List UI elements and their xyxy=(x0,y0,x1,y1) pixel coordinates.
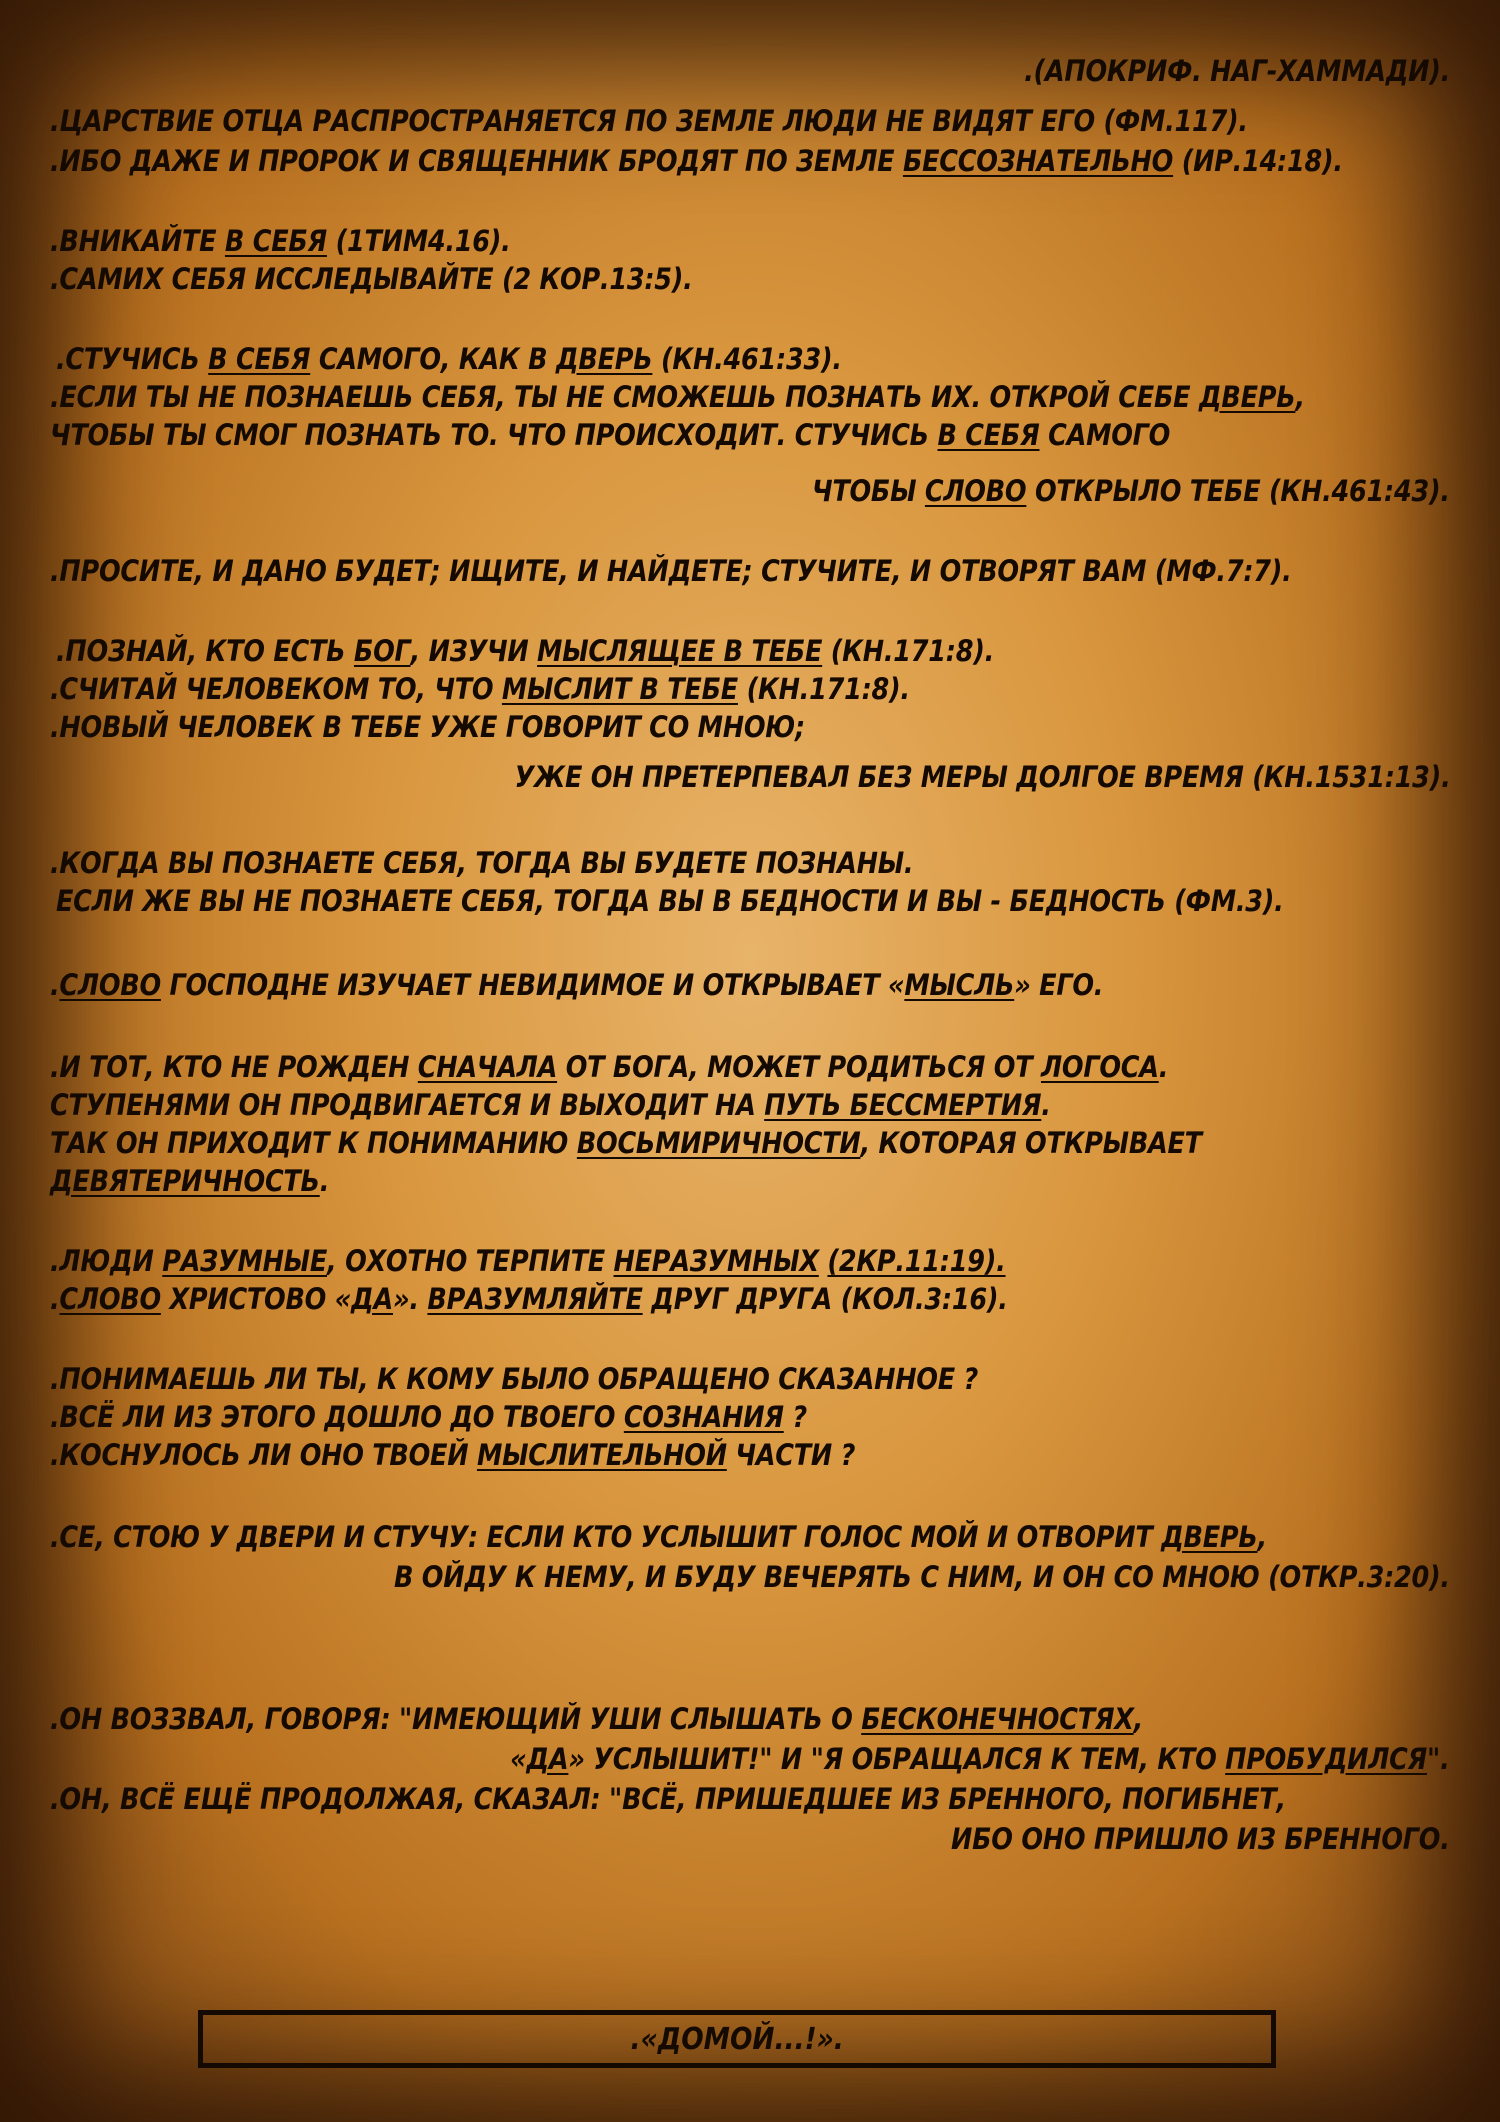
line-segment: ОТКРЫЛО ТЕБЕ (КН.461:43). xyxy=(1026,474,1450,508)
line-segment: САМОГО xyxy=(1039,418,1171,452)
line-segment: СТУПЕНЯМИ ОН ПРОДВИГАЕТСЯ И ВЫХОДИТ НА xyxy=(50,1088,765,1122)
underlined-phrase: МЫСЛИТ В ТЕБЕ xyxy=(501,672,738,706)
line-segment: ЕСЛИ ЖЕ ВЫ НЕ ПОЗНАЕТЕ СЕБЯ, ТОГДА ВЫ В БЕДНОСТИ И ВЫ - БЕДНОСТЬ (ФМ.3). xyxy=(56,884,1284,918)
text-line xyxy=(50,1700,1143,1738)
text-line xyxy=(50,1780,1286,1818)
text-line xyxy=(50,708,805,746)
line-segment: УЖЕ ОН ПРЕТЕРПЕВАЛ БЕЗ МЕРЫ ДОЛГОЕ ВРЕМЯ (КН.1531:13). xyxy=(514,760,1450,794)
line-segment: .ВСЁ ЛИ ИЗ ЭТОГО ДОШЛО ДО ТВОЕГО xyxy=(50,1400,624,1434)
header-source xyxy=(1024,52,1450,90)
text-line xyxy=(951,1820,1450,1858)
text-line xyxy=(50,552,1292,590)
line-segment: .И ТОТ, КТО НЕ РОЖДЕН xyxy=(50,1050,418,1084)
line-segment: ? xyxy=(783,1400,807,1434)
text-line xyxy=(50,966,1103,1004)
line-segment: .ВНИКАЙТЕ xyxy=(50,224,225,258)
text-line xyxy=(56,882,1284,920)
line-segment: ИБО ОНО ПРИШЛО ИЗ БРЕННОГО. xyxy=(951,1822,1450,1856)
underlined-phrase: ДВЕРЬ xyxy=(1161,1520,1258,1554)
text-line xyxy=(50,102,1248,140)
underlined-phrase: БЕСКОНЕЧНОСТЯХ xyxy=(861,1702,1134,1736)
line-segment: .СТУЧИСЬ xyxy=(56,342,209,376)
text-line xyxy=(50,1048,1168,1086)
line-segment: . xyxy=(50,1282,60,1316)
underlined-phrase: РАЗУМНЫЕ xyxy=(162,1244,328,1278)
underlined-phrase: НЕРАЗУМНЫХ xyxy=(613,1244,819,1278)
line-segment: ЧАСТИ ? xyxy=(726,1438,856,1472)
line-segment: » ЕГО. xyxy=(1014,968,1104,1002)
line-segment: , xyxy=(1133,1702,1144,1736)
line-segment: ХРИСТОВО « xyxy=(160,1282,352,1316)
text-line xyxy=(511,1740,1450,1778)
text-line xyxy=(50,1162,329,1200)
line-segment: , ИЗУЧИ xyxy=(410,634,538,668)
line-segment: .КОСНУЛОСЬ ЛИ ОНО ТВОЕЙ xyxy=(50,1438,477,1472)
text-line xyxy=(50,1280,1008,1318)
line-segment: .СЕ, СТОЮ У ДВЕРИ И СТУЧУ: ЕСЛИ КТО УСЛЫШИТ ГОЛОС МОЙ И ОТВОРИТ xyxy=(50,1520,1162,1554)
line-segment: .ЛЮДИ xyxy=(50,1244,163,1278)
line-segment: .ПОЗНАЙ, КТО ЕСТЬ xyxy=(56,634,354,668)
underlined-phrase: СНАЧАЛА xyxy=(417,1050,558,1084)
underlined-phrase: В СЕБЯ xyxy=(937,418,1040,452)
text-line xyxy=(50,844,913,882)
text-line xyxy=(50,1124,1202,1162)
home-box[interactable] xyxy=(198,2010,1276,2068)
line-segment: ЧТОБЫ ТЫ СМОГ ПОЗНАТЬ ТО. ЧТО ПРОИСХОДИТ. СТУЧИСЬ xyxy=(50,418,938,452)
line-segment: .КОГДА ВЫ ПОЗНАЕТЕ СЕБЯ, ТОГДА ВЫ БУДЕТЕ ПОЗНАНЫ. xyxy=(50,846,914,880)
text-line xyxy=(56,632,994,670)
line-segment: В ОЙДУ К НЕМУ, И БУДУ ВЕЧЕРЯТЬ С НИМ, И ОН СО МНОЮ (ОТКР.3:20). xyxy=(394,1560,1450,1594)
line-segment: .(АПОКРИФ. НАГ-ХАММАДИ). xyxy=(1023,54,1450,88)
underlined-phrase: МЫСЛЯЩЕЕ В ТЕБЕ xyxy=(537,634,823,668)
text-line xyxy=(50,142,1343,180)
text-line xyxy=(514,758,1450,796)
text-line xyxy=(50,1436,855,1474)
line-segment: . xyxy=(50,968,60,1002)
underlined-phrase: ВРАЗУМЛЯЙТЕ xyxy=(427,1282,643,1316)
text-line xyxy=(50,416,1170,454)
underlined-phrase: СЛОВО xyxy=(59,968,161,1002)
underlined-phrase: МЫСЛЬ xyxy=(904,968,1015,1002)
line-segment: (ИР.14:18). xyxy=(1173,144,1343,178)
line-segment: (1ТИМ4.16). xyxy=(326,224,511,258)
underlined-phrase: СЛОВО xyxy=(925,474,1027,508)
line-segment: . xyxy=(319,1164,330,1198)
underlined-phrase: ПУТЬ БЕССМЕРТИЯ xyxy=(764,1088,1042,1122)
line-segment: .ОН ВОЗЗВАЛ, ГОВОРЯ: "ИМЕЮЩИЙ УШИ СЛЫШАТЬ О xyxy=(50,1702,862,1736)
line-segment: САМОГО, КАК В xyxy=(310,342,556,376)
text-line xyxy=(56,340,842,378)
line-segment: ». xyxy=(393,1282,428,1316)
underlined-phrase: (2КР.11:19). xyxy=(827,1244,1006,1278)
line-segment: » УСЛЫШИТ!" И "Я ОБРАЩАЛСЯ К ТЕМ, КТО xyxy=(568,1742,1226,1776)
line-segment: .ЕСЛИ ТЫ НЕ ПОЗНАЕШЬ СЕБЯ, ТЫ НЕ СМОЖЕШЬ ПОЗНАТЬ ИХ. ОТКРОЙ СЕБЕ xyxy=(50,380,1199,414)
underlined-phrase: ВОСЬМИРИЧНОСТИ xyxy=(576,1126,861,1160)
line-segment: .НОВЫЙ ЧЕЛОВЕК В ТЕБЕ УЖЕ ГОВОРИТ СО МНОЮ; xyxy=(50,710,805,744)
underlined-phrase: БЕССОЗНАТЕЛЬНО xyxy=(902,144,1174,178)
underlined-phrase: МЫСЛИТЕЛЬНОЙ xyxy=(476,1438,727,1472)
underlined-phrase: В СЕБЯ xyxy=(208,342,311,376)
line-segment: (КН.461:33). xyxy=(652,342,842,376)
text-line xyxy=(50,1398,807,1436)
line-segment: ДРУГ ДРУГА (КОЛ.3:16). xyxy=(642,1282,1008,1316)
line-segment: ". xyxy=(1427,1742,1450,1776)
underlined-phrase: ДВЕРЬ xyxy=(1198,380,1296,414)
underlined-phrase: БОГ xyxy=(353,634,411,668)
text-line xyxy=(50,222,511,260)
underlined-phrase: ПРОБУДИЛСЯ xyxy=(1225,1742,1428,1776)
line-segment: ЧТОБЫ xyxy=(812,474,926,508)
line-segment: . xyxy=(1041,1088,1051,1122)
line-segment: « xyxy=(510,1742,527,1776)
underlined-phrase: СОЗНАНИЯ xyxy=(623,1400,784,1434)
underlined-phrase: ЛОГОСА xyxy=(1040,1050,1159,1084)
line-segment: ТАК ОН ПРИХОДИТ К ПОНИМАНИЮ xyxy=(50,1126,577,1160)
underlined-phrase: ДА xyxy=(351,1282,394,1316)
underlined-phrase: ДВЕРЬ xyxy=(555,342,653,376)
line-segment: .САМИХ СЕБЯ ИССЛЕДЫВАЙТЕ (2 КОР.13:5). xyxy=(50,262,693,296)
line-segment: .ЦАРСТВИЕ ОТЦА РАСПРОСТРАНЯЕТСЯ ПО ЗЕМЛЕ ЛЮДИ НЕ ВИДЯТ ЕГО (ФМ.117). xyxy=(50,104,1248,138)
text-line xyxy=(50,1518,1267,1556)
line-segment: .ИБО ДАЖЕ И ПРОРОК И СВЯЩЕННИК БРОДЯТ ПО ЗЕМЛЕ xyxy=(50,144,903,178)
line-segment: .ПРОСИТЕ, И ДАНО БУДЕТ; ИЩИТЕ, И НАЙДЕТЕ; СТУЧИТЕ, И ОТВОРЯТ ВАМ (МФ.7:7). xyxy=(50,554,1292,588)
line-segment: , ОХОТНО ТЕРПИТЕ xyxy=(327,1244,614,1278)
line-segment: ОТ БОГА, МОЖЕТ РОДИТЬСЯ ОТ xyxy=(557,1050,1041,1084)
underlined-phrase: СЛОВО xyxy=(59,1282,161,1316)
line-segment: , xyxy=(1257,1520,1267,1554)
text-line xyxy=(812,472,1450,510)
underlined-phrase: ДА xyxy=(526,1742,569,1776)
text-line xyxy=(50,670,910,708)
line-segment: .ПОНИМАЕШЬ ЛИ ТЫ, К КОМУ БЫЛО ОБРАЩЕНО СКАЗАННОЕ ? xyxy=(50,1362,979,1396)
line-segment: (КН.171:8). xyxy=(822,634,995,668)
line-segment: , КОТОРАЯ ОТКРЫВАЕТ xyxy=(860,1126,1202,1160)
text-line xyxy=(50,378,1305,416)
line-segment: . xyxy=(1158,1050,1169,1084)
text-line xyxy=(50,1242,1006,1280)
text-line xyxy=(394,1558,1450,1596)
text-line xyxy=(50,260,693,298)
line-segment: , xyxy=(1295,380,1305,414)
underlined-phrase: В СЕБЯ xyxy=(224,224,327,258)
underlined-phrase: ДЕВЯТЕРИЧНОСТЬ xyxy=(50,1164,320,1198)
line-segment: (КН.171:8). xyxy=(737,672,910,706)
home-label: .«ДОМОЙ...!». xyxy=(630,2021,844,2057)
line-segment: .ОН, ВСЁ ЕЩЁ ПРОДОЛЖАЯ, СКАЗАЛ: "ВСЁ, ПРИШЕДШЕЕ ИЗ БРЕННОГО, ПОГИБНЕТ, xyxy=(50,1782,1286,1816)
text-line xyxy=(50,1360,978,1398)
line-segment: .СЧИТАЙ ЧЕЛОВЕКОМ ТО, ЧТО xyxy=(50,672,502,706)
line-segment: ГОСПОДНЕ ИЗУЧАЕТ НЕВИДИМОЕ И ОТКРЫВАЕТ « xyxy=(160,968,905,1002)
text-line xyxy=(50,1086,1051,1124)
